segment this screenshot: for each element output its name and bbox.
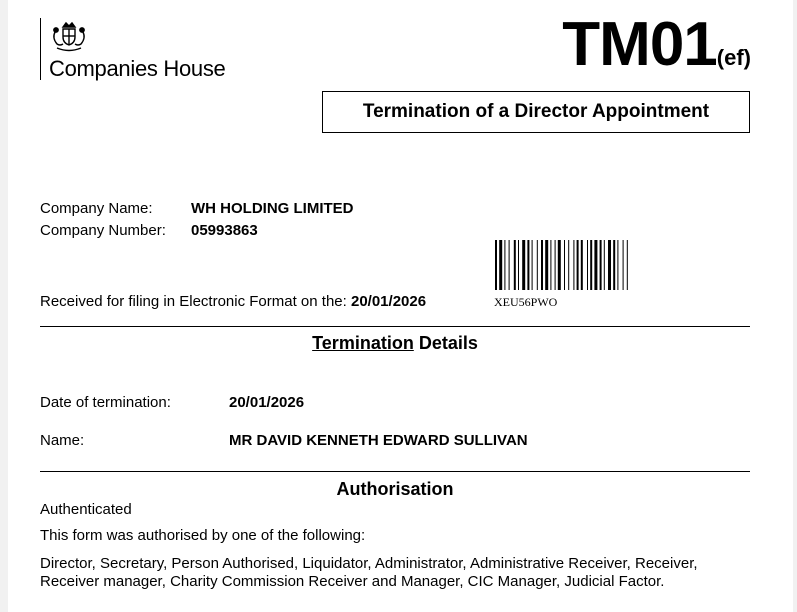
received-filing-line — [40, 293, 426, 310]
termination-title-word: Termination — [312, 333, 414, 353]
barcode-icon — [495, 240, 743, 290]
details-title-word: Details — [413, 333, 478, 353]
company-number-label: Company Number: — [40, 222, 166, 239]
divider — [40, 326, 750, 327]
authorised-roles-line-1: Director, Secretary, Person Authorised, Liquidator, Administrator, Administrative Receiver, Receiver, — [40, 555, 698, 572]
royal-crest-icon — [49, 18, 89, 54]
authorisation-intro: This form was authorised by one of the following: — [40, 527, 366, 544]
brand-name: Companies House — [49, 56, 226, 81]
form-code-suffix: (ef) — [716, 45, 751, 70]
authorisation-status: Authenticated — [40, 501, 132, 518]
termination-section-title — [40, 333, 750, 354]
barcode-text: XEU56PWO — [494, 295, 558, 309]
form-code — [562, 10, 751, 79]
form-title: Termination of a Director Appointment — [322, 91, 750, 133]
company-name-label: Company Name: — [40, 200, 153, 217]
form-page — [8, 0, 793, 612]
director-name-label: Name: — [40, 432, 85, 449]
authorisation-section-title: Authorisation — [336, 479, 454, 499]
termination-date-value: 20/01/2026 — [229, 394, 305, 411]
received-label: Received for filing in Electronic Format on the: — [40, 293, 347, 310]
divider — [40, 471, 750, 472]
companies-house-logo — [40, 18, 226, 80]
received-date: 20/01/2026 — [350, 293, 427, 310]
authorised-roles-line-2: Receiver manager, Charity Commission Receiver and Manager, CIC Manager, Judicial Factor. — [40, 573, 665, 590]
company-number-value: 05993863 — [191, 222, 258, 239]
director-name-value: MR DAVID KENNETH EDWARD SULLIVAN — [229, 432, 528, 449]
termination-date-label: Date of termination: — [40, 394, 171, 411]
company-name-value: WH HOLDING LIMITED — [191, 200, 354, 217]
form-code-number: TM01 — [562, 10, 717, 79]
